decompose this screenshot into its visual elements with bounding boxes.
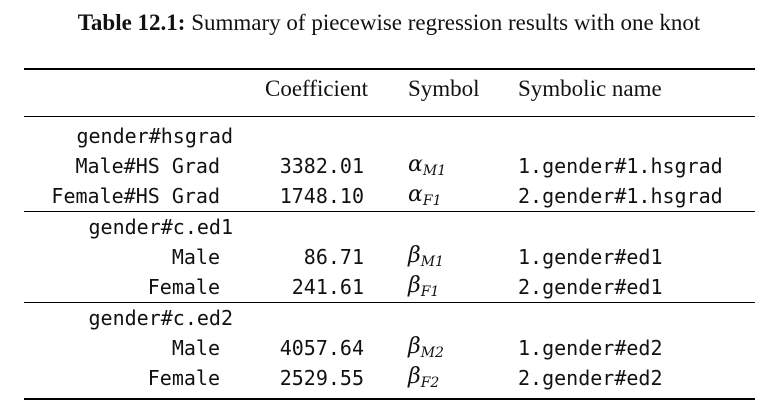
row-label: Female (147, 275, 220, 299)
symbol-subscript: M2 (420, 345, 444, 361)
symbol-subscript: M1 (420, 254, 444, 270)
row-label: Male#HS Grad (75, 154, 220, 178)
bottom-rule (24, 398, 755, 400)
symbol-base: α (408, 152, 423, 177)
header-symbol: Symbol (408, 76, 480, 101)
row-label: Female#HS Grad (51, 184, 220, 208)
group-header: gender#c.ed2 (88, 306, 233, 330)
symbolic-name: 2.gender#ed2 (518, 366, 663, 390)
symbol-subscript: F1 (420, 284, 440, 300)
symbolic-name: 1.gender#ed2 (518, 336, 663, 360)
group-rule (24, 211, 755, 212)
coefficient-value: 4057.64 (279, 336, 364, 360)
row-label: Female (147, 366, 220, 390)
header-rule (24, 116, 755, 117)
symbol (408, 152, 446, 179)
top-rule (24, 68, 755, 70)
coefficient-value: 3382.01 (279, 154, 364, 178)
caption-label: Table 12.1: (77, 10, 186, 35)
symbolic-name: 1.gender#1.hsgrad (518, 154, 723, 178)
symbolic-name: 1.gender#ed1 (518, 245, 663, 269)
symbol-base: β (408, 364, 421, 389)
symbol-subscript: F2 (420, 375, 440, 391)
symbol-base: α (408, 182, 423, 207)
coefficient-value: 1748.10 (279, 184, 364, 208)
header-symbolic-name: Symbolic name (518, 76, 662, 101)
symbol (408, 243, 444, 270)
symbol-base: β (408, 243, 421, 268)
group-header: gender#hsgrad (76, 124, 233, 148)
row-label: Male (171, 336, 220, 360)
header-coefficient: Coefficient (265, 76, 369, 101)
symbol (408, 364, 439, 391)
symbol (408, 334, 444, 361)
symbol-subscript: M1 (422, 163, 447, 179)
symbol-base: β (408, 273, 421, 298)
row-label: Male (171, 245, 220, 269)
symbolic-name: 2.gender#ed1 (518, 275, 663, 299)
caption-text: Summary of piecewise regression results with one knot (191, 10, 701, 35)
symbolic-name: 2.gender#1.hsgrad (518, 184, 723, 208)
symbol-subscript: F1 (422, 193, 442, 209)
group-rule (24, 302, 755, 303)
group-header: gender#c.ed1 (88, 215, 233, 239)
coefficient-value: 86.71 (303, 245, 364, 269)
symbol (408, 182, 441, 209)
symbol-base: β (408, 334, 421, 359)
coefficient-value: 241.61 (291, 275, 364, 299)
coefficient-value: 2529.55 (279, 366, 364, 390)
table-caption (0, 10, 778, 36)
symbol (408, 273, 439, 300)
